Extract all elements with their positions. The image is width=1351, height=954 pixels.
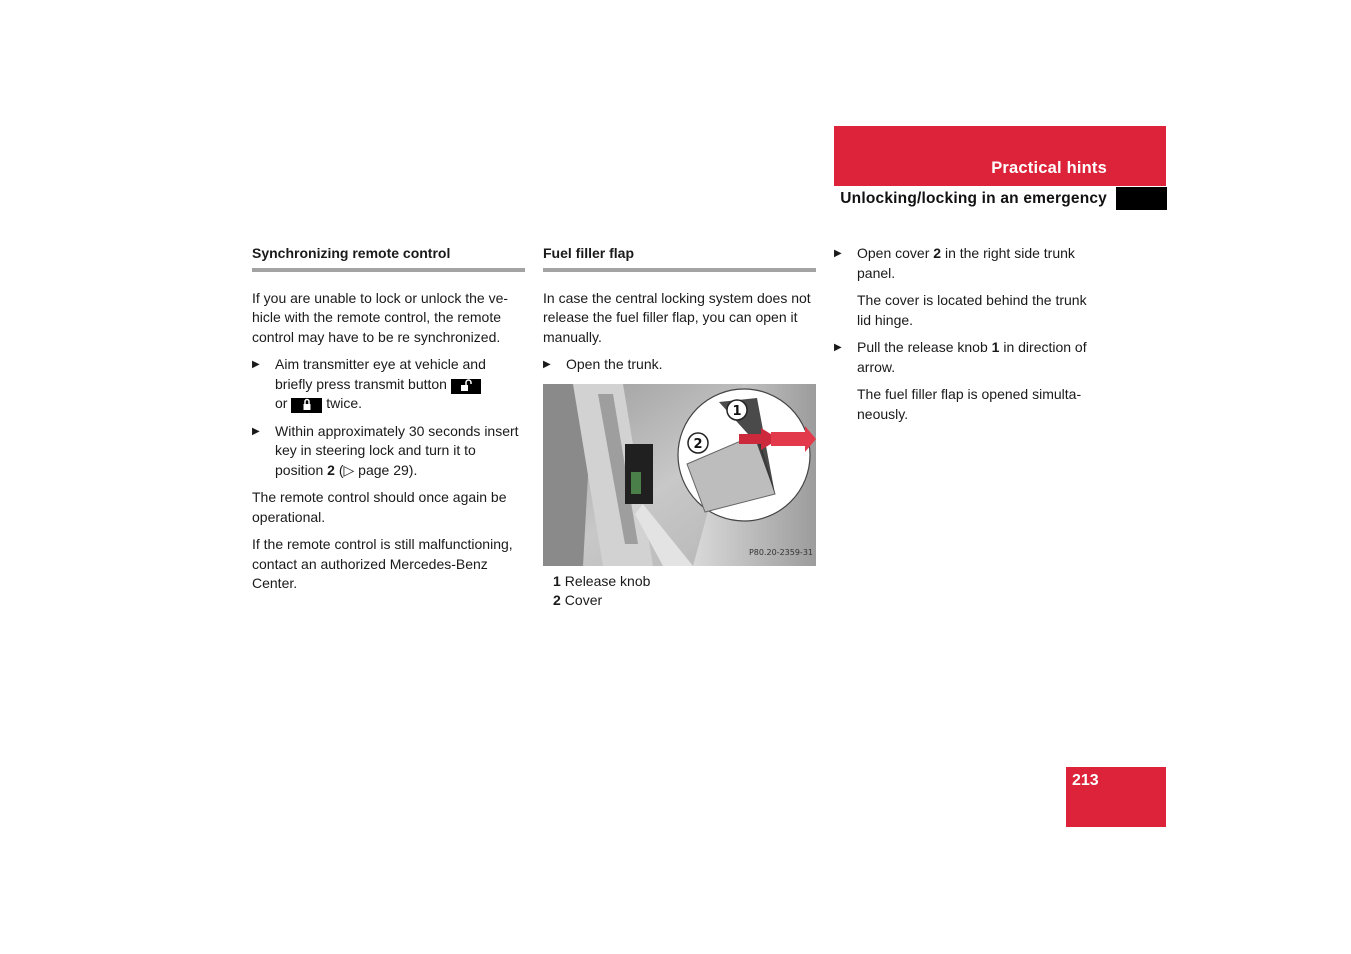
- figure-code: P80.20-2359-31: [748, 548, 813, 557]
- section-title: Practical hints: [991, 159, 1107, 177]
- figure-legend: [543, 572, 816, 611]
- heading-fuel-filler: Fuel filler flap: [543, 244, 816, 272]
- fuel-filler-step-3: ▶ Pull the release knob 1 in direction of arrow.: [834, 339, 1087, 375]
- fuel-filler-step-1: ▶ Open the trunk.: [543, 355, 816, 375]
- trunk-illustration-graphic: [543, 384, 816, 566]
- unlock-key-icon: [451, 379, 481, 394]
- triangle-right-icon: ▶: [543, 359, 551, 370]
- fuel-filler-intro: In case the central locking system does not release the fuel filler flap, you can open it manually.: [543, 289, 811, 345]
- synchronizing-note-1: The remote control should once again be operational.: [252, 489, 507, 525]
- legend-item: 1 Release knob: [553, 572, 651, 589]
- column-steps: [834, 244, 1104, 432]
- legend-item: 2 Cover: [553, 592, 603, 608]
- callout-2: 2: [693, 436, 703, 452]
- fuel-filler-step-2-note: The cover is located behind the trunk lid hinge.: [857, 292, 1087, 328]
- synchronizing-intro: If you are unable to lock or unlock the ve-hicle with the remote control, the remote control may have to be re synchronized.: [252, 289, 509, 345]
- triangle-right-icon: ▶: [252, 425, 260, 437]
- callout-1: 1: [732, 403, 742, 419]
- column-synchronizing: [252, 244, 525, 602]
- lock-key-icon: [291, 398, 322, 413]
- fuel-filler-step-2: ▶ Open cover 2 in the right side trunk panel.: [834, 245, 1075, 281]
- subsection-title: Unlocking/locking in an emergency: [840, 190, 1107, 207]
- triangle-right-icon: ▶: [834, 342, 842, 353]
- fuel-filler-step-3-note: The fuel filler flap is opened simulta-neously.: [857, 386, 1082, 422]
- page-number: 213: [1072, 772, 1099, 789]
- synchronizing-step-2: ▶ Within approximately 30 seconds insert key in steering lock and turn it to position 2 (▷ page 29).: [252, 422, 519, 478]
- subsection-marker: [1116, 187, 1167, 210]
- page-reference-link[interactable]: ▷ page 29).: [343, 461, 418, 478]
- synchronizing-step-1: ▶ Aim transmitter eye at vehicle and briefly press transmit button or twice.: [252, 356, 486, 411]
- triangle-right-icon: ▶: [252, 359, 260, 370]
- trunk-illustration: [543, 384, 816, 566]
- triangle-right-icon: ▶: [834, 248, 842, 259]
- column-fuel-filler: [543, 244, 816, 611]
- synchronizing-note-2: If the remote control is still malfunctioning, contact an authorized Mercedes-Benz Center.: [252, 536, 513, 591]
- heading-synchronizing: Synchronizing remote control: [252, 244, 525, 272]
